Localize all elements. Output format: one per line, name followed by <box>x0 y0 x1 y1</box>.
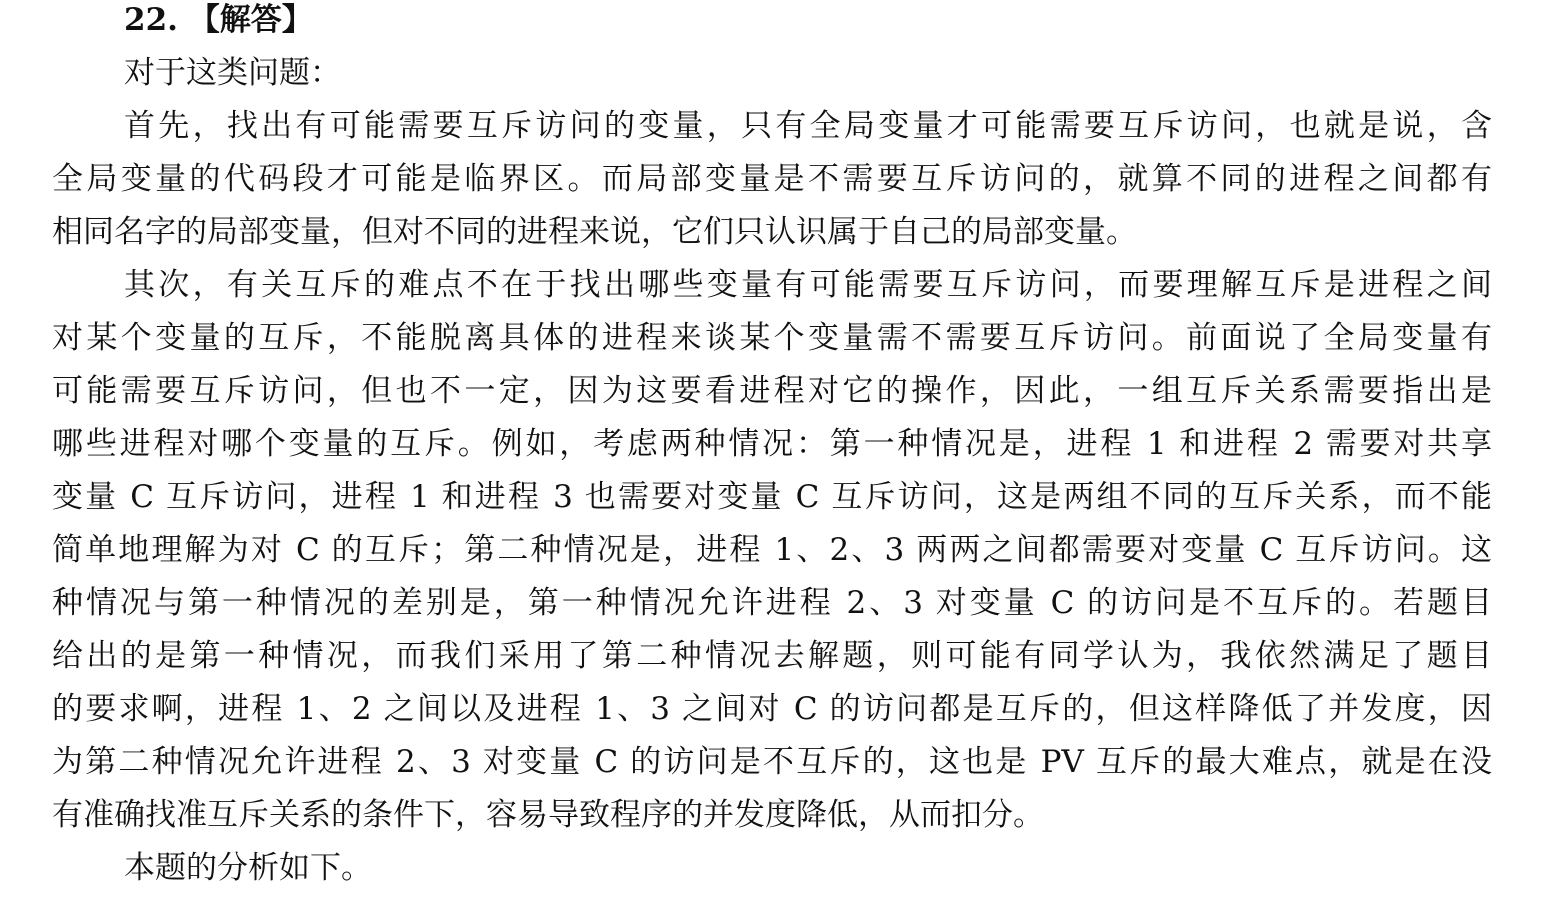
closing-text: 本题的分析如下。 <box>124 850 372 886</box>
paragraph-line: 有准确找准互斥关系的条件下，容易导致程序的并发度降低，从而扣分。 <box>52 797 1044 833</box>
paragraph-line: 全局变量的代码段才可能是临界区。而局部变量是不需要互斥访问的，就算不同的进程之间都有 <box>52 161 1492 197</box>
paragraph-line: 种情况与第一种情况的差别是，第一种情况允许进程 2、3 对变量 C 的访问是不互斥的。若题目 <box>52 585 1492 621</box>
paragraph-line: 其次，有关互斥的难点不在于找出哪些变量有可能需要互斥访问，而要理解互斥是进程之间 <box>124 267 1492 303</box>
paragraph-line: 可能需要互斥访问，但也不一定，因为这要看进程对它的操作，因此，一组互斥关系需要指出是 <box>52 373 1492 409</box>
paragraph-line: 为第二种情况允许进程 2、3 对变量 C 的访问是不互斥的，这也是 PV 互斥的最大难点，就是在没 <box>52 744 1492 780</box>
paragraph-line: 给出的是第一种情况，而我们采用了第二种情况去解题，则可能有同学认为，我依然满足了题目 <box>52 638 1492 674</box>
paragraph-line: 简单地理解为对 C 的互斥；第二种情况是，进程 1、2、3 两两之间都需要对变量 C 互斥访问。这 <box>52 532 1492 568</box>
paragraph-line: 哪些进程对哪个变量的互斥。例如，考虑两种情况：第一种情况是，进程 1 和进程 2 需要对共享 <box>52 426 1492 462</box>
paragraph-line: 对某个变量的互斥，不能脱离具体的进程来谈某个变量需不需要互斥访问。前面说了全局变量有 <box>52 320 1492 356</box>
paragraph-line: 相同名字的局部变量，但对不同的进程来说，它们只认识属于自己的局部变量。 <box>52 214 1137 250</box>
intro-text: 对于这类问题： <box>124 55 341 91</box>
paragraph-line: 首先，找出有可能需要互斥访问的变量，只有全局变量才可能需要互斥访问，也就是说，含 <box>124 108 1492 144</box>
paragraph-first <box>52 106 1492 265</box>
answer-document <box>52 0 1492 901</box>
question-heading: 22. 【解答】 <box>124 2 313 38</box>
paragraph-line: 变量 C 互斥访问，进程 1 和进程 3 也需要对变量 C 互斥访问，这是两组不同的互斥关系，而不能 <box>52 479 1492 515</box>
paragraph-line: 的要求啊，进程 1、2 之间以及进程 1、3 之间对 C 的访问都是互斥的，但这样降低了并发度，因 <box>52 691 1492 727</box>
paragraph-second <box>52 265 1492 848</box>
